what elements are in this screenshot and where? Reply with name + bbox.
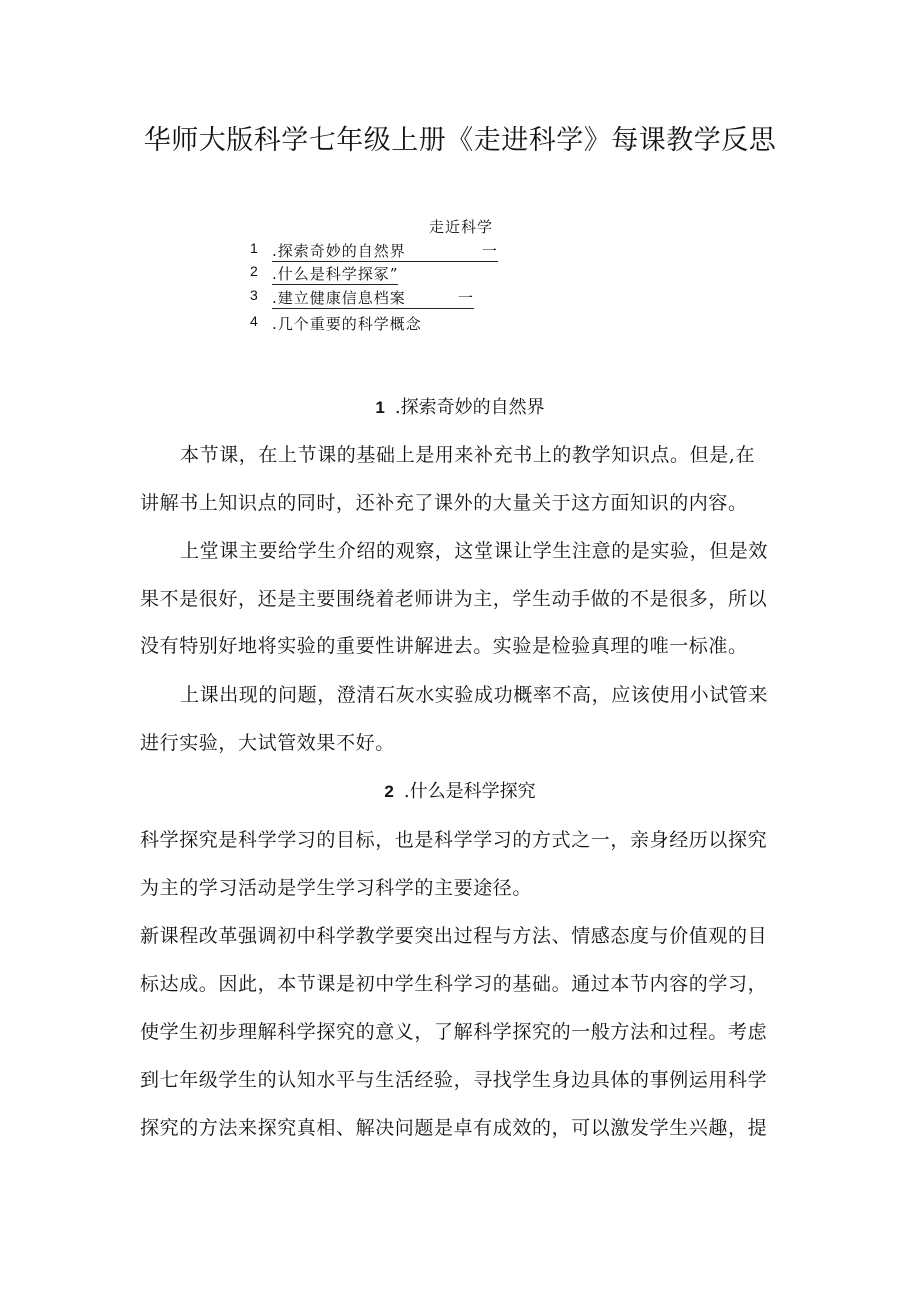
- paragraph-line: 标达成。因此，本节课是初中学生科学习的基础。通过本节内容的学习，: [140, 973, 768, 995]
- section-heading-text: .什么是科学探究: [403, 781, 536, 802]
- paragraph-line: 为主的学习活动是学生学习科学的主要途径。: [140, 877, 533, 899]
- paragraph-line: 上堂课主要给学生介绍的观察，这堂课让学生注意的是实验，但是效: [180, 540, 769, 562]
- paragraph-line: 使学生初步理解科学探究的意义，了解科学探究的一般方法和过程。考虑: [140, 1021, 768, 1043]
- toc-heading: 走近科学: [429, 218, 494, 236]
- paragraph-line: 讲解书上知识点的同时，还补充了课外的大量关于这方面知识的内容。: [140, 492, 748, 514]
- toc-item-4: [0, 313, 920, 333]
- toc-item-number: 2: [250, 263, 259, 279]
- paragraph-line: 科学探究是科学学习的目标，也是科学学习的方式之一，亲身经历以探究: [140, 829, 768, 851]
- toc-item-text: .几个重要的科学概念: [272, 315, 422, 333]
- toc-item-text: .什么是科学探冢”: [272, 265, 399, 283]
- section-2-heading: [0, 777, 920, 803]
- toc-item-number: 3: [250, 287, 259, 303]
- section-heading-text: .探索奇妙的自然界: [394, 397, 545, 418]
- section-number: 2: [384, 782, 394, 801]
- paragraph-line: 本节课，在上节课的基础上是用来补充书上的教学知识点。但是,在: [180, 444, 756, 466]
- toc-item-text: .探索奇妙的自然界: [272, 240, 498, 262]
- section-number: 1: [375, 398, 385, 417]
- document-title: 华师大版科学七年级上册《走进科学》每课教学反思: [143, 125, 777, 156]
- paragraph-line: 到七年级学生的认知水平与生活经验，寻找学生身边具体的事例运用科学: [140, 1069, 768, 1091]
- paragraph-line: 果不是很好，还是主要围绕着老师讲为主，学生动手做的不是很多，所以: [140, 588, 768, 610]
- toc-item-number: 4: [250, 313, 259, 329]
- toc-item-2: [0, 263, 920, 283]
- toc-item-1: [0, 240, 920, 260]
- toc-item-text: .建立健康信息档案: [272, 287, 474, 309]
- paragraph-line: 进行实验，大试管效果不好。: [140, 732, 395, 754]
- paragraph-line: 新课程改革强调初中科学教学要突出过程与方法、情感态度与价值观的目: [140, 925, 768, 947]
- paragraph-line: 上课出现的问题，澄清石灰水实验成功概率不高，应该使用小试管来: [180, 684, 769, 706]
- paragraph-line: 没有特别好地将实验的重要性讲解进去。实验是检验真理的唯一标准。: [140, 635, 748, 657]
- paragraph-line: 探究的方法来探究真相、解决问题是卓有成效的，可以激发学生兴趣，提: [140, 1117, 768, 1139]
- toc-item-dash: 一: [482, 242, 499, 260]
- toc-item-number: 1: [250, 240, 259, 256]
- toc-item-dash: 一: [458, 289, 475, 307]
- toc-item-3: [0, 287, 920, 307]
- section-1-heading: [0, 393, 920, 419]
